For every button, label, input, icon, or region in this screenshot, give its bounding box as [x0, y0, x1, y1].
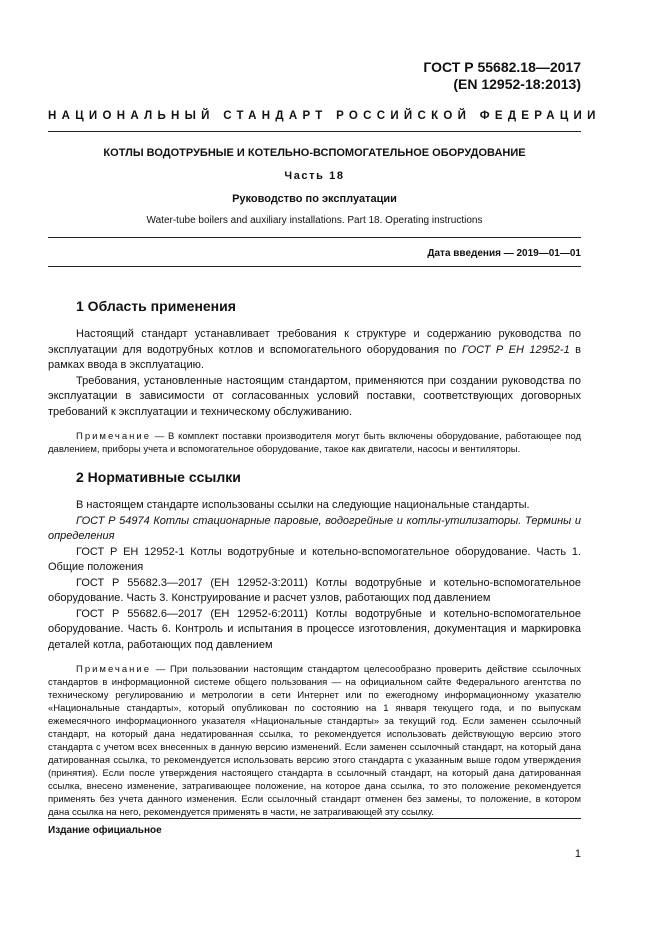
- document-subtitle: Руководство по эксплуатации: [232, 193, 397, 205]
- section-1-heading: 1 Область применения: [76, 298, 236, 314]
- introduction-date: Дата введения — 2019—01—01: [427, 248, 581, 259]
- reference-item: ГОСТ Р 55682.3—2017 (ЕН 12952-3:2011) Котлы водотрубные и котельно-вспомогательное оборудование. Часть 3. Конструирование и расчет узлов, работающих под давлением: [48, 576, 581, 604]
- note-label: Примечание: [76, 664, 151, 675]
- header-divider: [48, 131, 581, 132]
- reference-gost-en-12952-1: ГОСТ Р ЕН 12952-1: [461, 343, 570, 356]
- section-1-paragraph-2: Требования, установленные настоящим стандартом, применяются при создании руководства по эксплуатации в зависимости от согласованных условий поставки, соответствующих договорных требований к эксплуатации и техническому обслуживанию.: [48, 374, 581, 418]
- title-divider: [48, 237, 581, 238]
- english-title: Water-tube boilers and auxiliary installations. Part 18. Operating instructions: [146, 215, 483, 226]
- official-edition-label: Издание официальное: [48, 825, 162, 836]
- standard-designation: [423, 59, 581, 93]
- note-label: Примечание: [76, 431, 151, 442]
- section-1-note: Примечание — В комплект поставки производителя могут быть включены оборудование, работающее под давлением, приборы учета и вспомогательное оборудование, такое как двигатели, насосы и вентиляторы.: [48, 431, 581, 455]
- main-content: [48, 297, 581, 819]
- section-1-paragraph-1: Настоящий стандарт устанавливает требования к структуре и содержанию руководства по эксплуатации для водотрубных котлов и вспомогательного оборудования по ГОСТ Р ЕН 12952-1 в рамках ввода в эксплуатацию.: [48, 328, 581, 371]
- reference-item: ГОСТ Р ЕН 12952-1 Котлы водотрубные и котельно-вспомогательное оборудование. Часть 1. Общие положения: [48, 545, 581, 573]
- date-divider: [48, 266, 581, 267]
- reference-item: ГОСТ Р 54974 Котлы стационарные паровые, водогрейные и котлы-утилизаторы. Термины и определения: [48, 514, 581, 542]
- reference-item: ГОСТ Р 55682.6—2017 (ЕН 12952-6:2011) Котлы водотрубные и котельно-вспомогательное оборудование. Часть 6. Контроль и испытания в процессе изготовления, документация и маркировка деталей котла, работающих под давлением: [48, 607, 581, 651]
- page-number: 1: [574, 848, 581, 860]
- section-2-note: Примечание — При пользовании настоящим стандартом целесообразно проверить действие ссылочных стандартов в информационной системе общего пользования — на официальном сайте Федерального агентства по техническому регулированию и метрологии в сети Интернет или по ежегодному информационному указателю «Национальные стандарты», который опубликован по состоянию на 1 января текущего года, и по выпускам ежемесячного информационного указателя «Национальные стандарты» за текущий год. Если заменен ссылочный стандарт, на который дана недатированная ссылка, то рекомендуется использовать действующую версию этого стандарта с учетом всех внесенных в данную версию изменений. Если заменен ссылочный стандарт, на который дана датированная ссылка, то рекомендуется использовать версию этого стандарта с указанным выше годом утверждения (принятия). Если после утверждения настоящего стандарта в ссылочный стандарт, на который дана датированная ссылка, внесено изменение, затрагивающее положение, на которое дана ссылка, то это положение рекомендуется применять без учета данного изменения. Если ссылочный стандарт отменен без замены, то положение, в котором дана ссылка на него, рекомендуется применять в части, не затрагивающей эту ссылку.: [48, 664, 581, 818]
- part-number: Часть 18: [284, 170, 345, 182]
- section-2-intro: В настоящем стандарте использованы ссылки на следующие национальные стандарты.: [76, 499, 530, 511]
- en-number: (EN 12952-18:2013): [453, 76, 581, 92]
- document-title: КОТЛЫ ВОДОТРУБНЫЕ И КОТЕЛЬНО-ВСПОМОГАТЕЛЬНОЕ ОБОРУДОВАНИЕ: [103, 147, 526, 159]
- national-standard-banner: НАЦИОНАЛЬНЫЙ СТАНДАРТ РОССИЙСКОЙ ФЕДЕРАЦИИ: [48, 110, 601, 122]
- section-2-heading: 2 Нормативные ссылки: [76, 469, 241, 485]
- footer-divider: [48, 818, 581, 819]
- gost-number: ГОСТ Р 55682.18—2017: [423, 59, 581, 75]
